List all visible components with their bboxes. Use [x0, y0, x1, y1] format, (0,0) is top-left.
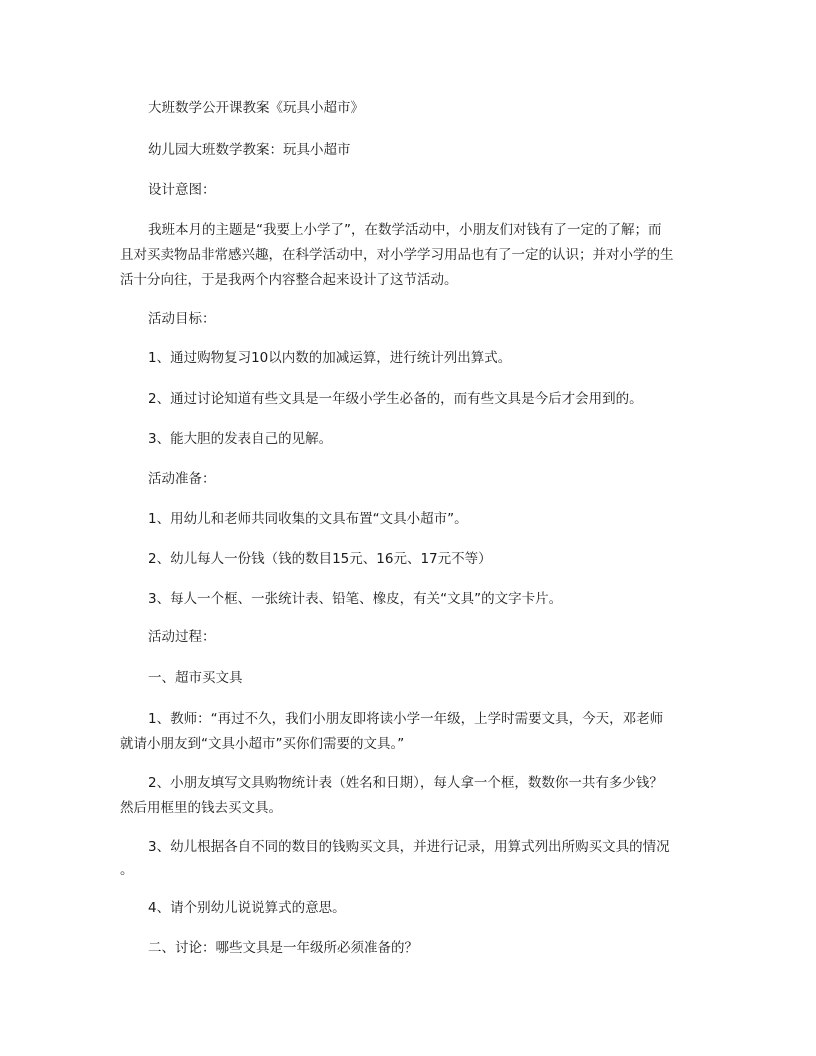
step-line: 3、幼儿根据各自不同的数目的钱购买文具，并进行记录，用算式列出所购买文具的情况 — [148, 839, 670, 855]
design-paragraph-line: 我班本月的主题是“我要上小学了”，在数学活动中，小朋友们对钱有了一定的了解；而 — [148, 222, 662, 238]
step-line: 2、小朋友填写文具购物统计表（姓名和日期），每人拿一个框，数数你一共有多少钱？ — [148, 775, 663, 791]
goal-item: 3、能大胆的发表自己的见解。 — [148, 431, 333, 447]
step-line: 。 — [120, 862, 134, 878]
step-line: 1、教师：“再过不久，我们小朋友即将读小学一年级，上学时需要文具，今天，邓老师 — [148, 711, 664, 727]
prep-item: 2、幼儿每人一份钱（钱的数目15元、16元、17元不等） — [148, 551, 492, 567]
step-line: 4、请个别幼儿说说算式的意思。 — [148, 900, 346, 916]
goal-item: 2、通过讨论知道有些文具是一年级小学生必备的，而有些文具是今后才会用到的。 — [148, 391, 643, 407]
design-paragraph-line: 且对买卖物品非常感兴趣，在科学活动中，对小学学习用品也有了一定的认识；并对小学的生 — [120, 247, 674, 263]
goal-item: 1、通过购物复习10以内数的加减运算，进行统计列出算式。 — [148, 350, 512, 366]
goals-heading: 活动目标： — [148, 311, 216, 327]
document-subtitle: 幼儿园大班数学教案：玩具小超市 — [148, 142, 351, 158]
step-line: 然后用框里的钱去买文具。 — [120, 800, 282, 816]
document-title: 大班数学公开课教案《玩具小超市》 — [148, 100, 364, 116]
design-paragraph-line: 活十分向往，于是我两个内容整合起来设计了这节活动。 — [120, 272, 458, 288]
prep-item: 3、每人一个框、一张统计表、铅笔、橡皮，有关“文具”的文字卡片。 — [148, 591, 563, 607]
section-heading: 二、讨论：哪些文具是一年级所必须准备的？ — [148, 940, 418, 956]
prep-item: 1、用幼儿和老师共同收集的文具布置“文具小超市”。 — [148, 511, 468, 527]
process-heading: 活动过程： — [148, 629, 216, 645]
step-line: 就请小朋友到“文具小超市”买你们需要的文具。” — [120, 736, 405, 752]
section-heading: 一、超市买文具 — [148, 670, 243, 686]
design-heading: 设计意图： — [148, 182, 216, 198]
prep-heading: 活动准备： — [148, 471, 216, 487]
